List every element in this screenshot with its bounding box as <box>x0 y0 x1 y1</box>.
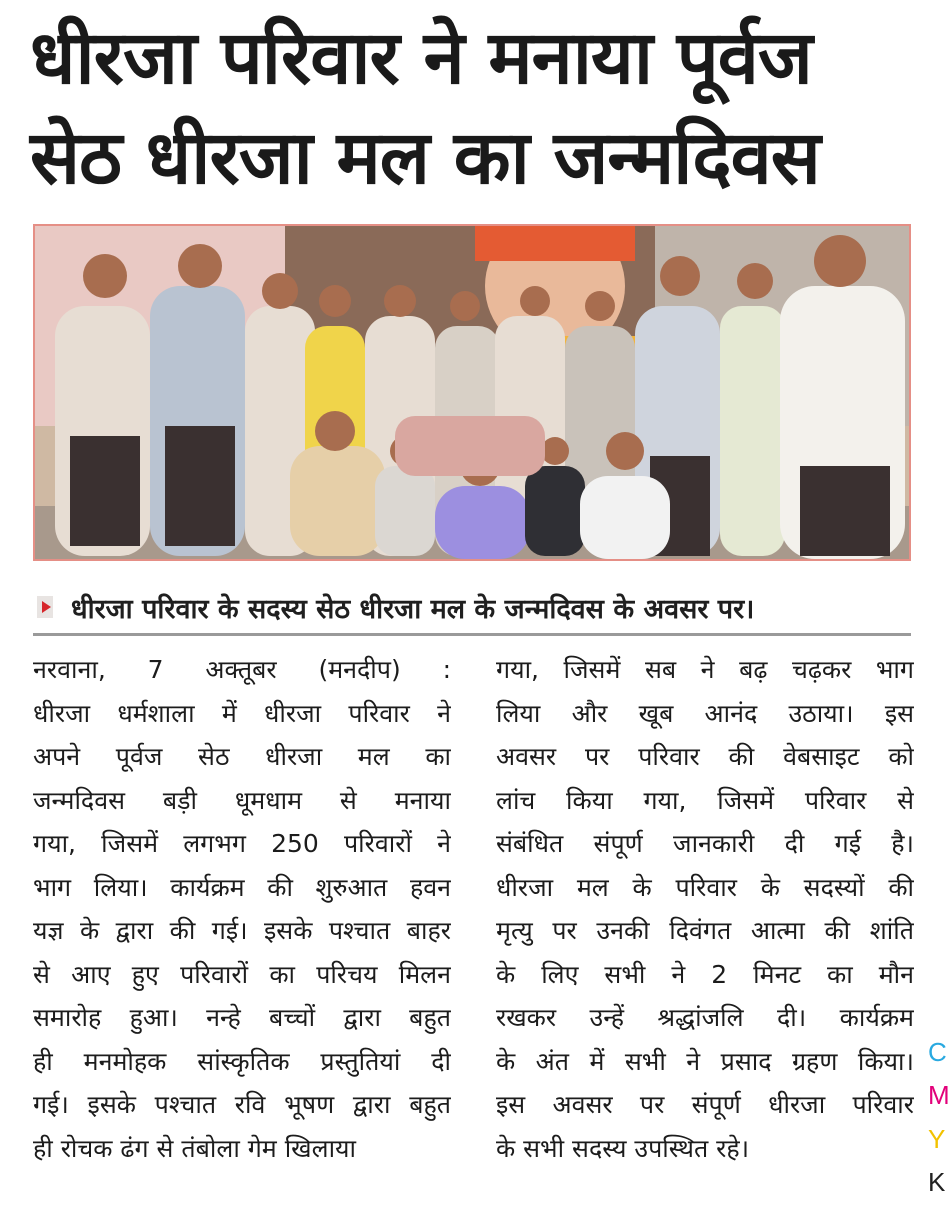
article-left-line: नरवाना, 7 अक्तूबर (मनदीप) : <box>33 655 451 684</box>
article-left-line: जन्मदिवस बड़ी धूमधाम से मनाया <box>33 785 451 815</box>
article-right-line: धीरजा मल के परिवार के सदस्यों की <box>496 872 914 902</box>
article-right-line: गया, जिसमें सब ने बढ़ चढ़कर भाग <box>496 655 914 684</box>
cmyk-mark-m: M <box>928 1080 950 1110</box>
cmyk-mark-k: K <box>928 1167 946 1197</box>
article-column-left <box>33 648 451 1170</box>
article-left-line: ही रोचक ढंग से तंबोला गेम खिलाया <box>33 1133 357 1163</box>
headline <box>30 8 920 208</box>
cmyk-mark-c: C <box>928 1037 947 1067</box>
article-left-line: गई। इसके पश्चात रवि भूषण द्वारा बहुत <box>33 1090 451 1119</box>
article-right-line: के सभी सदस्य उपस्थित रहे। <box>496 1133 750 1163</box>
article-left-line: अपने पूर्वज सेठ धीरजा मल का <box>33 742 451 771</box>
article-right-line: लांच किया गया, जिसमें परिवार से <box>496 785 914 815</box>
article-left-line: भाग लिया। कार्यक्रम की शुरुआत हवन <box>33 872 451 902</box>
headline-line-2: सेठ धीरजा मल का जन्मदिवस <box>30 115 820 201</box>
article-right-line: लिया और खूब आनंद उठाया। इस <box>496 698 914 728</box>
group-photo <box>33 224 911 561</box>
article-left-line: ही मनमोहक सांस्कृतिक प्रस्तुतियां दी <box>33 1046 451 1076</box>
caption-divider <box>33 633 911 636</box>
article-left-line: गया, जिसमें लगभग 250 परिवारों ने <box>33 829 451 858</box>
article-left-line: यज्ञ के द्वारा की गई। इसके पश्चात बाहर <box>33 916 451 945</box>
article-left-line: समारोह हुआ। नन्हे बच्चों द्वारा बहुत <box>33 1003 451 1032</box>
article-right-line: के लिए सभी ने 2 मिनट का मौन <box>496 959 914 989</box>
caption-text: धीरजा परिवार के सदस्य सेठ धीरजा मल के जन्मदिवस के अवसर पर। <box>71 593 755 625</box>
cmyk-mark-y: Y <box>928 1124 946 1154</box>
article-right-line: अवसर पर परिवार की वेबसाइट को <box>496 742 914 771</box>
article-right-line: मृत्यु पर उनकी दिवंगत आत्मा की शांति <box>496 916 914 945</box>
article-left-line: धीरजा धर्मशाला में धीरजा परिवार ने <box>33 698 451 728</box>
article-right-line: रखकर उन्हें श्रद्धांजलि दी। कार्यक्रम <box>496 1003 914 1032</box>
article-right-line: के अंत में सभी ने प्रसाद ग्रहण किया। <box>496 1046 914 1076</box>
article-right-line: इस अवसर पर संपूर्ण धीरजा परिवार <box>496 1090 914 1119</box>
caption-arrow-icon <box>37 596 53 618</box>
photo-caption <box>33 584 911 630</box>
article-right-line: संबंधित संपूर्ण जानकारी दी गई है। <box>496 829 914 858</box>
headline-line-1: धीरजा परिवार ने मनाया पूर्वज <box>30 15 812 101</box>
article-left-line: से आए हुए परिवारों का परिचय मिलन <box>33 959 451 989</box>
article-column-right <box>496 648 914 1170</box>
